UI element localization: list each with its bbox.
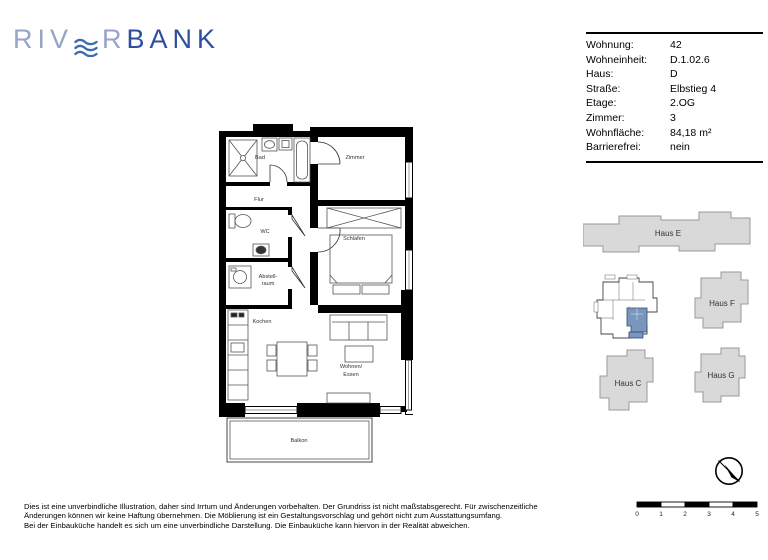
north-compass-icon bbox=[710, 452, 750, 497]
info-label: Etage: bbox=[586, 97, 617, 110]
scale-bar-segments bbox=[637, 502, 757, 507]
info-value: D bbox=[670, 68, 678, 81]
info-value: 3 bbox=[670, 111, 676, 124]
room-label-flur: Flur bbox=[254, 197, 264, 203]
info-row-wohnflaeche bbox=[586, 126, 763, 141]
info-row-wohneinheit bbox=[586, 53, 763, 68]
info-row-etage bbox=[586, 96, 763, 111]
info-value: 84,18 m² bbox=[670, 126, 712, 139]
tick-2: 2 bbox=[683, 511, 687, 518]
info-value: D.1.02.6 bbox=[670, 53, 710, 66]
scale-bar bbox=[634, 499, 762, 526]
info-row-barrierefrei bbox=[586, 140, 763, 155]
room-label-zimmer: Zimmer bbox=[345, 155, 365, 161]
info-label: Wohnung: bbox=[586, 39, 634, 51]
coffee-table bbox=[345, 346, 373, 362]
disclaimer-text bbox=[24, 502, 568, 530]
room-label-wohnen2: Essen bbox=[343, 372, 359, 378]
room-label-abstell1: Abstell- bbox=[258, 274, 278, 280]
scale-bar-ticks bbox=[635, 511, 759, 518]
room-label-balkon: Balkon bbox=[290, 438, 308, 444]
label-haus-g: Haus G bbox=[707, 371, 735, 380]
dining-table bbox=[267, 342, 317, 376]
disclaimer-line-3: Bei der Einbauküche handelt es sich um eine unverbindliche Darstellung. Die Einbauküche kann hiervon in der Realität abweichen. bbox=[24, 520, 470, 530]
shower-icon bbox=[229, 140, 257, 176]
room-label-abstell2: raum bbox=[261, 281, 275, 287]
logo-text-riv: RIV bbox=[13, 24, 74, 54]
highlighted-balcony bbox=[629, 332, 643, 338]
haus-d-mini-plan bbox=[594, 275, 657, 338]
label-haus-c: Haus C bbox=[614, 379, 642, 388]
kitchen-counter bbox=[228, 310, 248, 400]
info-row-haus bbox=[586, 67, 763, 82]
tick-0: 0 bbox=[635, 511, 639, 518]
label-haus-e: Haus E bbox=[654, 229, 682, 238]
info-label: Straße: bbox=[586, 82, 621, 95]
floor-plan-drawing bbox=[215, 110, 420, 473]
window-group bbox=[245, 162, 413, 415]
info-label: Wohneinheit: bbox=[586, 53, 648, 66]
room-label-kochen: Kochen bbox=[252, 319, 272, 325]
info-label: Barrierefrei: bbox=[586, 141, 641, 154]
tick-1: 1 bbox=[659, 511, 663, 518]
room-label-schlafen: Schlafen bbox=[343, 236, 365, 242]
info-value: Elbstieg 4 bbox=[670, 82, 717, 95]
info-row-wohnung bbox=[586, 38, 763, 53]
room-label-wc: WC bbox=[260, 229, 270, 235]
room-labels bbox=[253, 155, 365, 444]
room-label-bad: Bad bbox=[255, 155, 265, 161]
label-haus-f: Haus F bbox=[709, 299, 735, 308]
room-label-wohnen1: Wohnen/ bbox=[339, 364, 363, 370]
info-value: 42 bbox=[670, 39, 682, 51]
logo-text-r: R bbox=[102, 24, 127, 54]
apartment-info-table bbox=[586, 32, 763, 163]
tick-5: 5 bbox=[755, 511, 759, 518]
bed-icon bbox=[330, 235, 392, 294]
sideboard bbox=[327, 393, 370, 403]
tick-4: 4 bbox=[731, 511, 735, 518]
sink-icon bbox=[262, 138, 292, 151]
site-plan bbox=[583, 206, 765, 423]
door-group bbox=[270, 142, 340, 288]
wave-icon bbox=[74, 33, 98, 52]
info-value: nein bbox=[670, 141, 690, 154]
info-value: 2.OG bbox=[670, 97, 696, 110]
info-label: Zimmer: bbox=[586, 111, 625, 124]
wardrobe-icon bbox=[327, 208, 401, 228]
info-row-strasse bbox=[586, 82, 763, 97]
info-label: Wohnfläche: bbox=[586, 126, 645, 139]
sofa-icon bbox=[330, 315, 387, 340]
info-row-zimmer bbox=[586, 111, 763, 126]
bathtub-icon bbox=[294, 138, 310, 182]
toilet-icon bbox=[229, 214, 269, 256]
washing-machine-icon bbox=[229, 266, 251, 288]
disclaimer-line-2: Änderungen können wir keine Haftung übernehmen. Die Möblierung ist ein Gestaltungsvorschlag und gehört nicht zum Ausstattungsumfang. bbox=[24, 511, 503, 521]
tick-3: 3 bbox=[707, 511, 711, 518]
info-label: Haus: bbox=[586, 68, 614, 81]
riverbank-logo bbox=[13, 24, 220, 55]
logo-text-bank: BANK bbox=[126, 24, 221, 54]
disclaimer-line-1: Dies ist eine unverbindliche Illustration, daher sind Irrtum und Änderungen vorbehalten. Der Grundriss ist nicht maßstabsgerecht. Für zwischenzeitliche bbox=[24, 502, 538, 511]
